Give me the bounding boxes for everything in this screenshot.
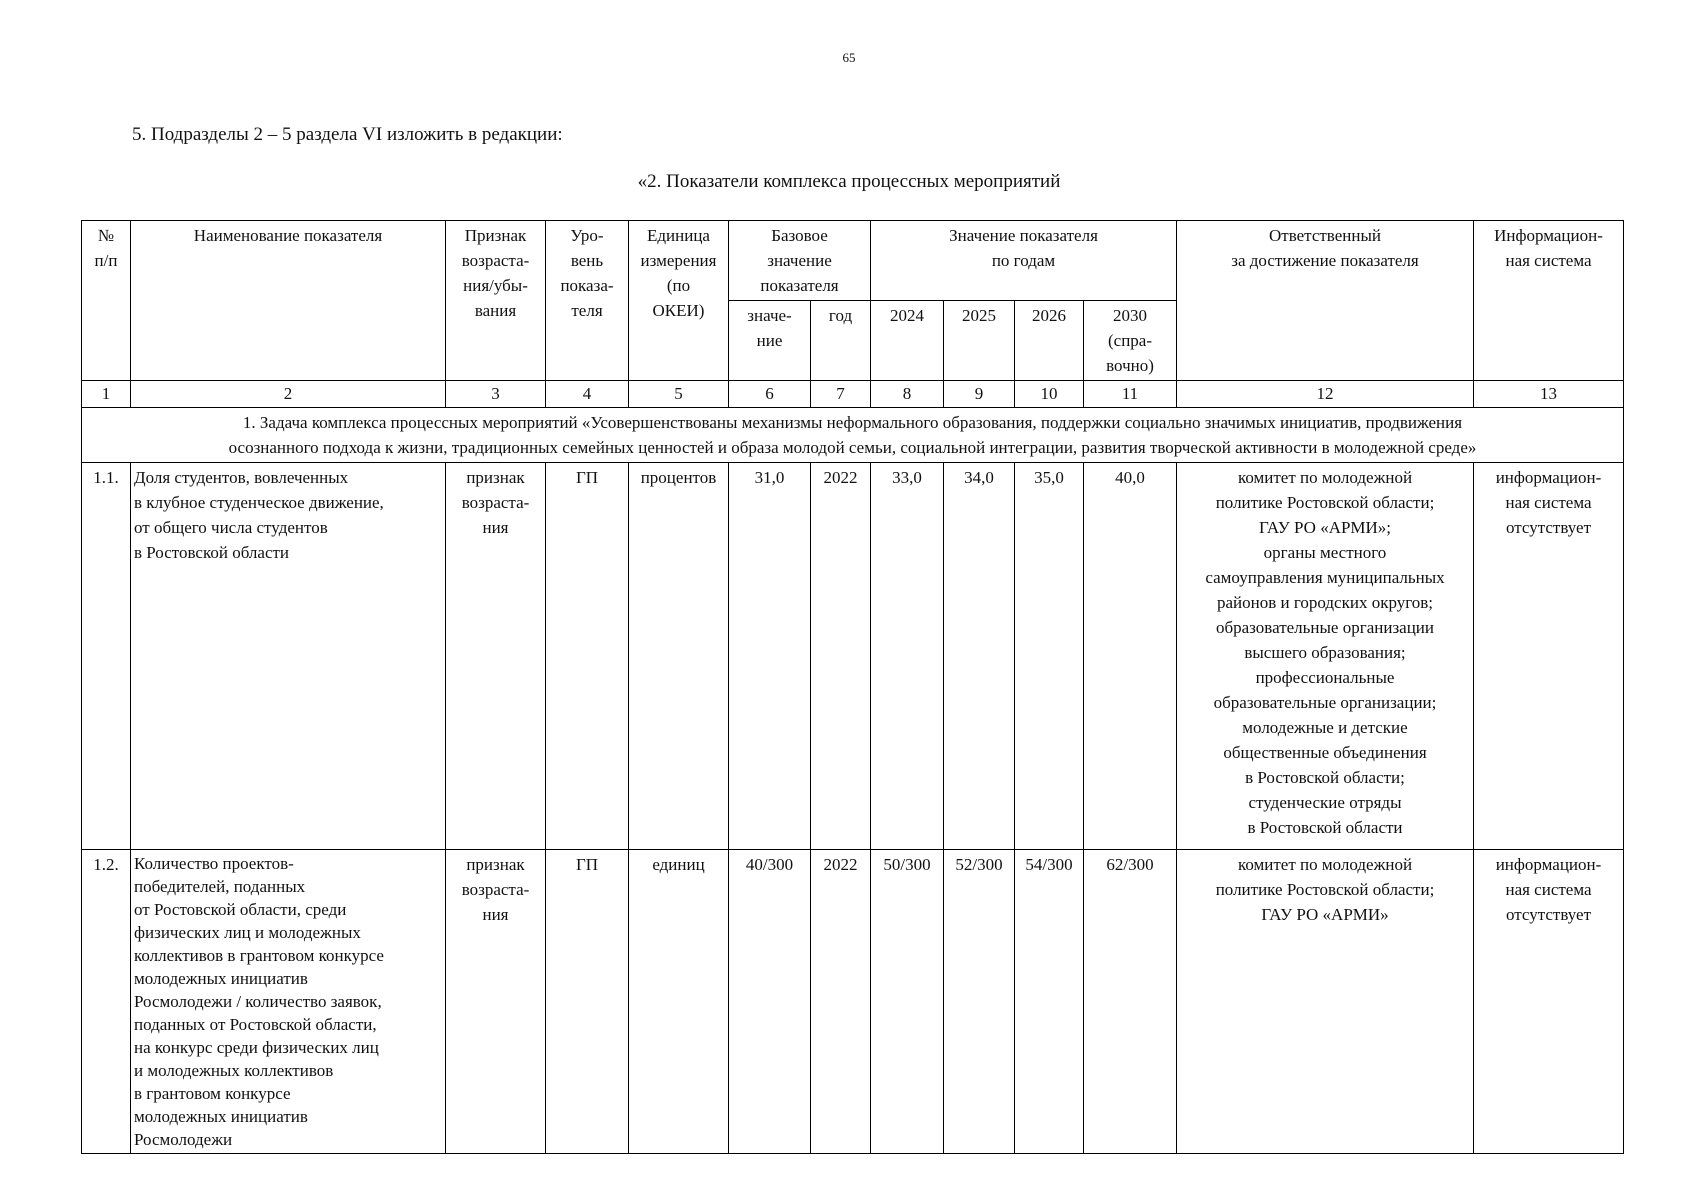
level-cell: ГП	[546, 463, 629, 850]
task-row	[82, 408, 1624, 463]
value-2024-cell: 50/300	[871, 850, 944, 1154]
value-2030-cell: 62/300	[1084, 850, 1177, 1154]
row-number: 1.2.	[82, 850, 131, 1154]
column-number: 13	[1474, 381, 1624, 408]
responsible-cell: комитет по молодежной политике Ростовской области; ГАУ РО «АРМИ»; органы местного самоуправления муниципальных районов и городских округов; образовательные организации высшего образования; профессиональные образовательные организации; молодежные и детские общественные объединения в Ростовской области; студенческие отряды в Ростовской области	[1177, 463, 1474, 850]
value-2030-cell: 40,0	[1084, 463, 1177, 850]
indicators-table	[81, 220, 1624, 1154]
column-number: 9	[944, 381, 1015, 408]
column-numbers-row	[82, 381, 1624, 408]
task-text: 1. Задача комплекса процессных мероприятий «Усовершенствованы механизмы неформального образования, поддержки социально значимых инициатив, продвижения осознанного подхода к жизни, традиционных семейных ценностей и образа молодой семьи, социальной интеграции, развития творческой активности в молодежной среде»	[82, 408, 1624, 463]
column-number: 7	[811, 381, 871, 408]
column-number: 6	[729, 381, 811, 408]
header-2024: 2024	[871, 301, 944, 381]
header-base-year: год	[811, 301, 871, 381]
table-row	[82, 463, 1624, 850]
trend-cell: признак возраста- ния	[446, 463, 546, 850]
header-2025: 2025	[944, 301, 1015, 381]
unit-cell: процентов	[629, 463, 729, 850]
table-row	[82, 850, 1624, 1154]
column-number: 1	[82, 381, 131, 408]
system-cell: информацион- ная система отсутствует	[1474, 850, 1624, 1154]
value-2025-cell: 52/300	[944, 850, 1015, 1154]
level-cell: ГП	[546, 850, 629, 1154]
page-number: 65	[842, 50, 856, 65]
value-2025-cell: 34,0	[944, 463, 1015, 850]
column-number: 10	[1015, 381, 1084, 408]
header-name: Наименование показателя	[131, 221, 446, 381]
trend-cell: признак возраста- ния	[446, 850, 546, 1154]
base-value-cell: 31,0	[729, 463, 811, 850]
column-number: 8	[871, 381, 944, 408]
header-level: Уро- вень показа- теля	[546, 221, 629, 381]
value-2026-cell: 54/300	[1015, 850, 1084, 1154]
header-years-group: Значение показателя по годам	[871, 221, 1177, 301]
header-2026: 2026	[1015, 301, 1084, 381]
column-number: 4	[546, 381, 629, 408]
header-base: Базовое значение показателя	[729, 221, 871, 301]
base-value-cell: 40/300	[729, 850, 811, 1154]
base-year-cell: 2022	[811, 850, 871, 1154]
system-cell: информацион- ная система отсутствует	[1474, 463, 1624, 850]
column-number: 5	[629, 381, 729, 408]
row-number: 1.1.	[82, 463, 131, 850]
header-system: Информацион- ная система	[1474, 221, 1624, 381]
intro-text: 5. Подразделы 2 – 5 раздела VI изложить в редакции:	[132, 124, 563, 145]
section-title: «2. Показатели комплекса процессных мероприятий	[637, 171, 1061, 192]
indicator-name: Количество проектов- победителей, поданных от Ростовской области, среди физических лиц и молодежных коллективов в грантовом конкурсе молодежных инициатив Росмолодежи / количество заявок, поданных от Ростовской области, на конкурс среди физических лиц и молодежных коллективов в грантовом конкурсе молодежных инициатив Росмолодежи	[131, 850, 446, 1154]
column-number: 12	[1177, 381, 1474, 408]
indicator-name: Доля студентов, вовлеченных в клубное студенческое движение, от общего числа студентов в Ростовской области	[131, 463, 446, 850]
header-num: № п/п	[82, 221, 131, 381]
value-2026-cell: 35,0	[1015, 463, 1084, 850]
unit-cell: единиц	[629, 850, 729, 1154]
header-trend: Признак возраста- ния/убы- вания	[446, 221, 546, 381]
value-2024-cell: 33,0	[871, 463, 944, 850]
header-row	[82, 221, 1624, 301]
column-number: 3	[446, 381, 546, 408]
header-2030: 2030 (спра- вочно)	[1084, 301, 1177, 381]
base-year-cell: 2022	[811, 463, 871, 850]
column-number: 2	[131, 381, 446, 408]
header-responsible: Ответственный за достижение показателя	[1177, 221, 1474, 381]
column-number: 11	[1084, 381, 1177, 408]
header-base-value: значе- ние	[729, 301, 811, 381]
responsible-cell: комитет по молодежной политике Ростовской области; ГАУ РО «АРМИ»	[1177, 850, 1474, 1154]
header-unit: Единица измерения (по ОКЕИ)	[629, 221, 729, 381]
